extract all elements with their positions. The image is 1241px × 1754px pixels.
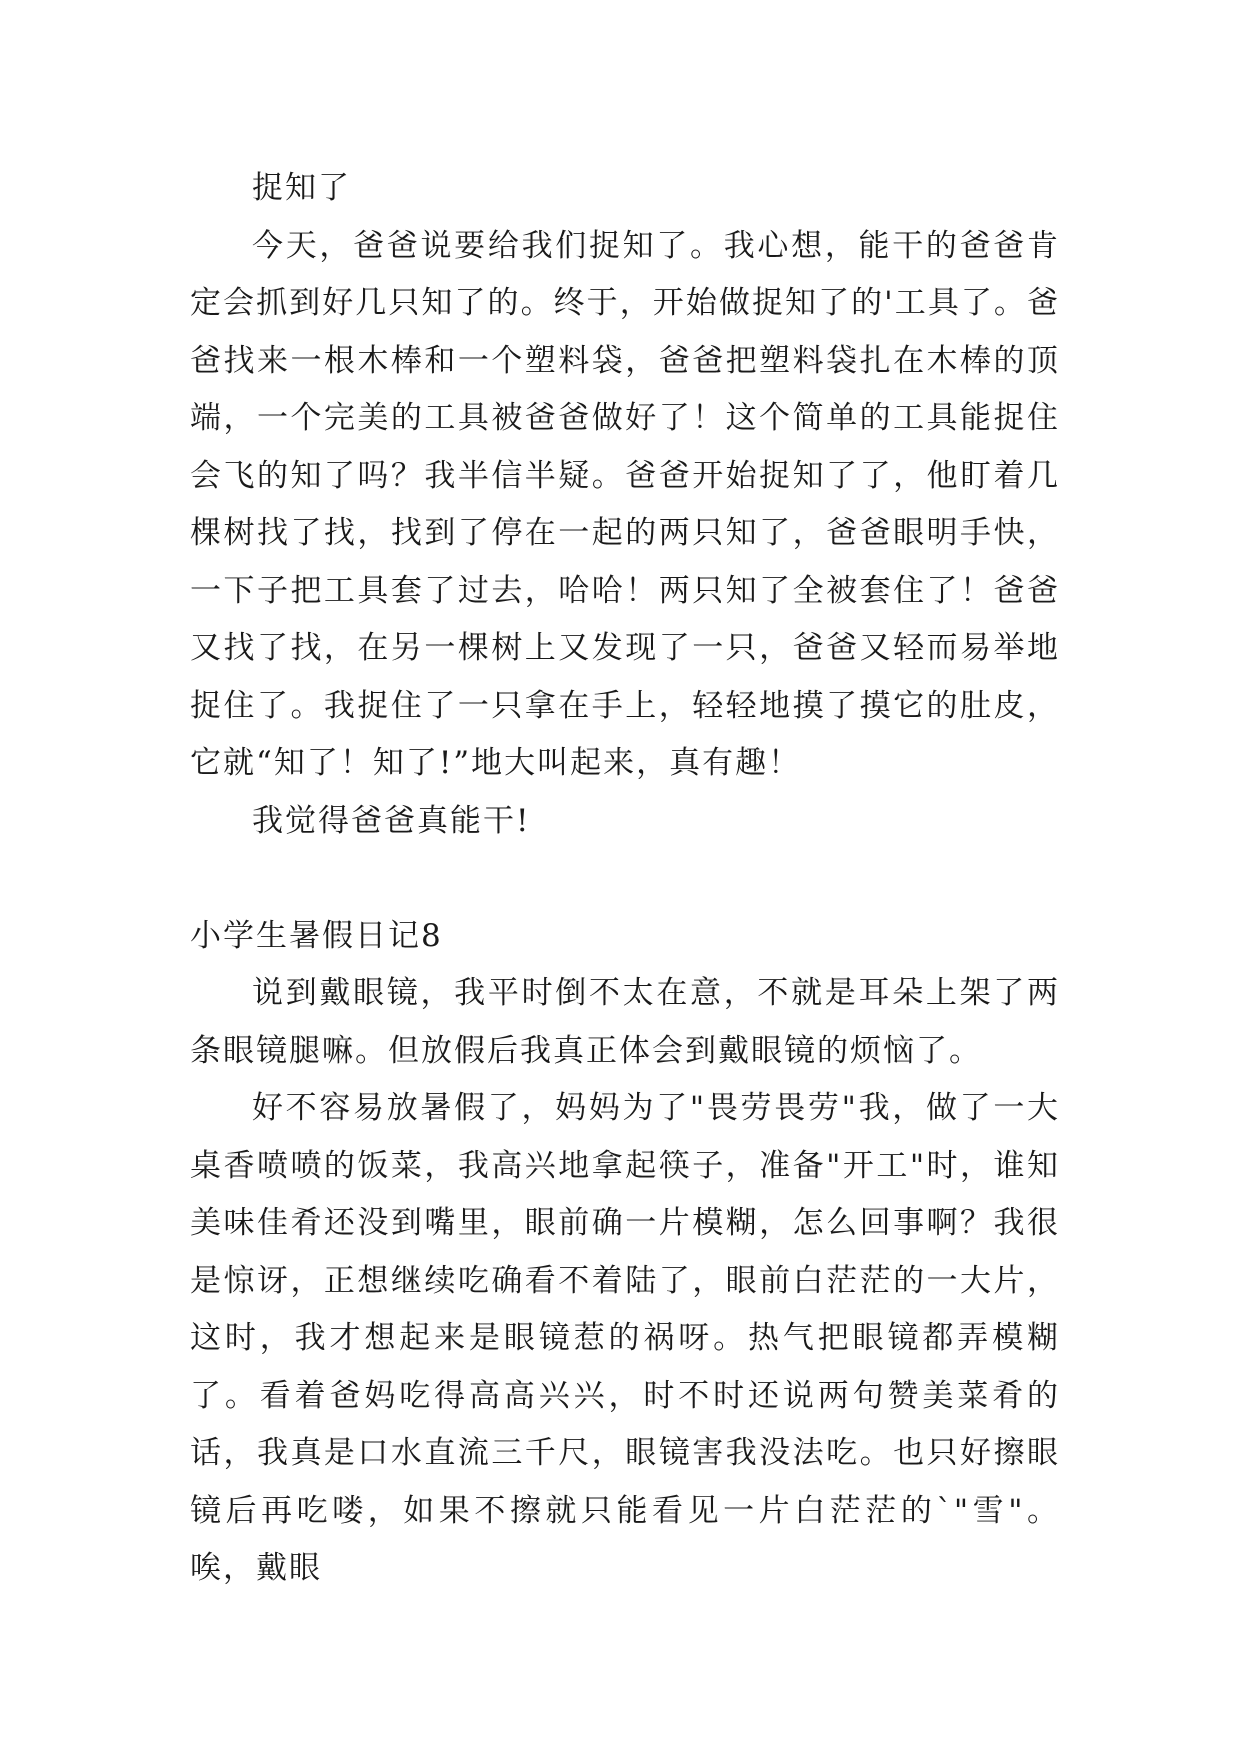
paragraph: 好不容易放暑假了，妈妈为了"畏劳畏劳"我，做了一大桌香喷喷的饭菜，我高兴地拿起筷子，准备"开工"时，谁知美味佳肴还没到嘴里，眼前确一片模糊，怎么回事啊？我很是惊讶，正想继续吃确看不着陆了，眼前白茫茫的一大片，这时，我才想起来是眼镜惹的祸呀。热气把眼镜都弄模糊了。看着爸妈吃得高高兴兴，时不时还说两句赞美菜肴的话，我真是口水直流三千尺，眼镜害我没法吃。也只好擦眼镜后再吃喽，如果不擦就只能看见一片白茫茫的`"雪"。唉，戴眼 (190, 1090, 1060, 1586)
paragraph: 说到戴眼镜，我平时倒不太在意，不就是耳朵上架了两条眼镜腿嘛。但放假后我真正体会到戴眼镜的烦恼了。 (190, 975, 1060, 1069)
diary-heading: 小学生暑假日记8 (190, 917, 443, 954)
document-body (190, 160, 1060, 1598)
section-gap (190, 850, 1060, 908)
paragraph: 今天，爸爸说要给我们捉知了。我心想，能干的爸爸肯定会抓到好几只知了的。终于，开始做捉知了的'工具了。爸爸找来一根木棒和一个塑料袋，爸爸把塑料袋扎在木棒的顶端，一个完美的工具被爸爸做好了！这个简单的工具能捉住会飞的知了吗？我半信半疑。爸爸开始捉知了了，他盯着几棵树找了找，找到了停在一起的两只知了，爸爸眼明手快，一下子把工具套了过去，哈哈！两只知了全被套住了！爸爸又找了找，在另一棵树上又发现了一只，爸爸又轻而易举地捉住了。我捉住了一只拿在手上，轻轻地摸了摸它的肚皮，它就“知了！知了!”地大叫起来，真有趣！ (190, 227, 1060, 781)
paragraph: 我觉得爸爸真能干! (252, 802, 531, 839)
section-title-zhuo-zhi-liao: 捉知了 (252, 170, 351, 206)
